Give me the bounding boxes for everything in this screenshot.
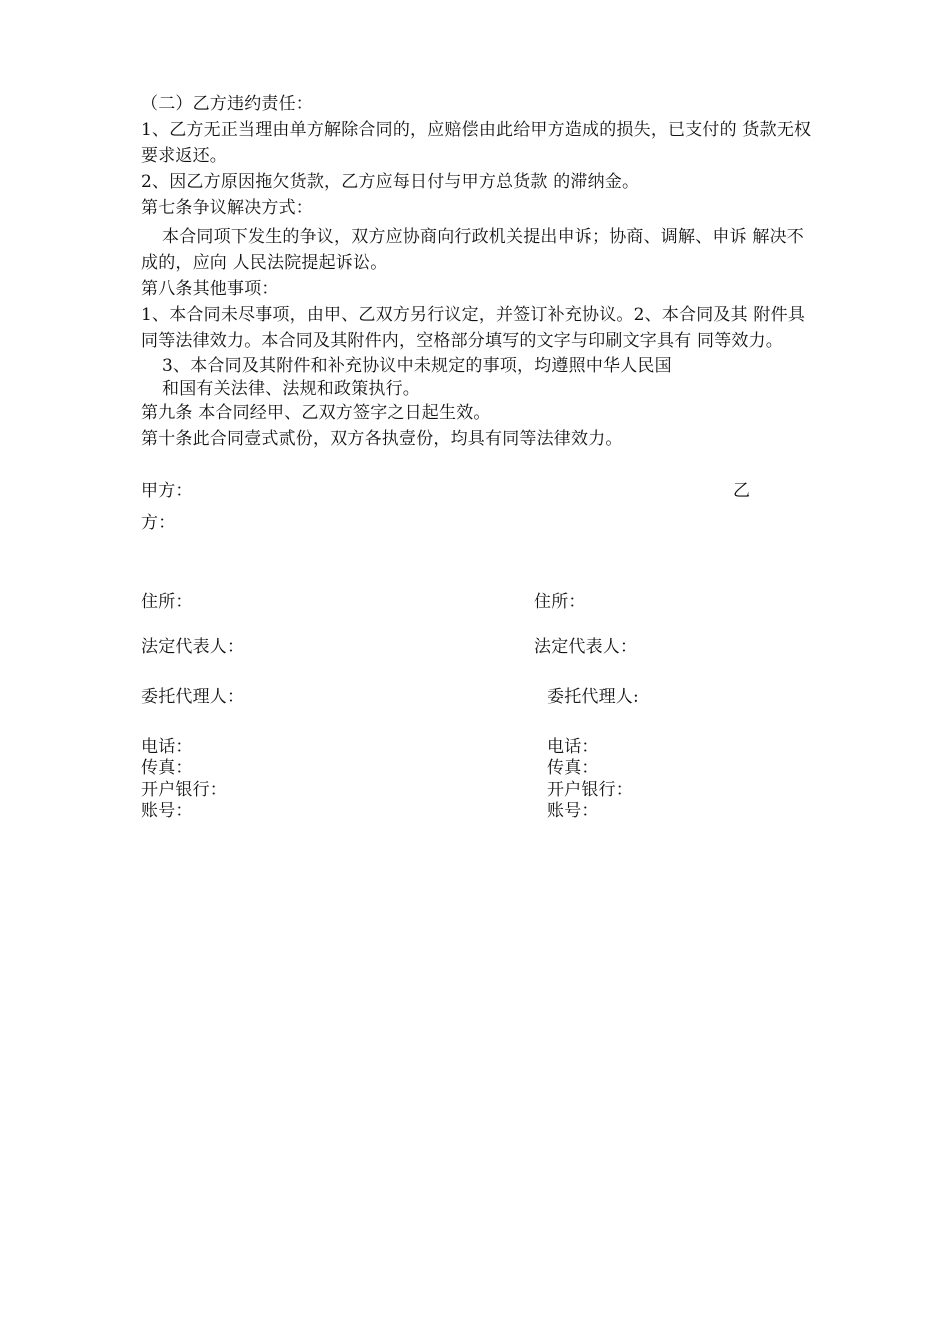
party-b-legal-rep-label: 法定代表人： [534, 637, 638, 657]
clause-line: 1、乙方无正当理由单方解除合同的，应赔偿由此给甲方造成的损失，已支付的 货款无权 [141, 120, 812, 140]
party-b-address-label: 住所： [534, 592, 586, 612]
clause-line: 成的，应向 人民法院提起诉讼。 [141, 253, 388, 273]
party-a-bank-label: 开户银行： [141, 780, 227, 800]
clause-line: 同等法律效力。本合同及其附件内，空格部分填写的文字与印刷文字具有 同等效力。 [141, 331, 784, 351]
party-b-account-label: 账号： [547, 801, 599, 821]
article-heading-7: 第七条争议解决方式： [141, 198, 313, 218]
party-a-label: 甲方： [141, 481, 193, 501]
clause-line: 1、本合同未尽事项，由甲、乙双方另行议定，并签订补充协议。2、本合同及其 附件具 [141, 305, 806, 325]
clause-line: 2、因乙方原因拖欠货款，乙方应每日付与甲方总货款 的滞纳金。 [141, 172, 640, 192]
article-9: 第九条 本合同经甲、乙双方签字之日起生效。 [141, 403, 491, 423]
party-a-phone-label: 电话： [141, 737, 193, 757]
article-10: 第十条此合同壹式贰份，双方各执壹份，均具有同等法律效力。 [141, 429, 623, 449]
party-b-bank-label: 开户银行： [547, 780, 633, 800]
party-a-address-label: 住所： [141, 592, 193, 612]
party-b-label-part2: 方： [141, 513, 176, 533]
clause-line: 和国有关法律、法规和政策执行。 [162, 379, 420, 399]
article-heading-8: 第八条其他事项： [141, 279, 279, 299]
section-heading-party-b-liability: （二）乙方违约责任： [141, 94, 313, 114]
clause-line: 本合同项下发生的争议，双方应协商向行政机关提出申诉；协商、调解、申诉 解决不 [162, 227, 805, 247]
party-a-legal-rep-label: 法定代表人： [141, 637, 245, 657]
party-a-fax-label: 传真： [141, 758, 193, 778]
party-a-account-label: 账号： [141, 801, 193, 821]
clause-line: 3、本合同及其附件和补充协议中未规定的事项，均遵照中华人民国 [162, 356, 672, 376]
party-b-fax-label: 传真： [547, 758, 599, 778]
clause-line: 要求返还。 [141, 146, 227, 166]
party-a-agent-label: 委托代理人： [141, 687, 245, 707]
party-b-label-part1: 乙 [733, 481, 751, 501]
party-b-phone-label: 电话： [547, 737, 599, 757]
party-b-agent-label: 委托代理人: [547, 687, 639, 707]
